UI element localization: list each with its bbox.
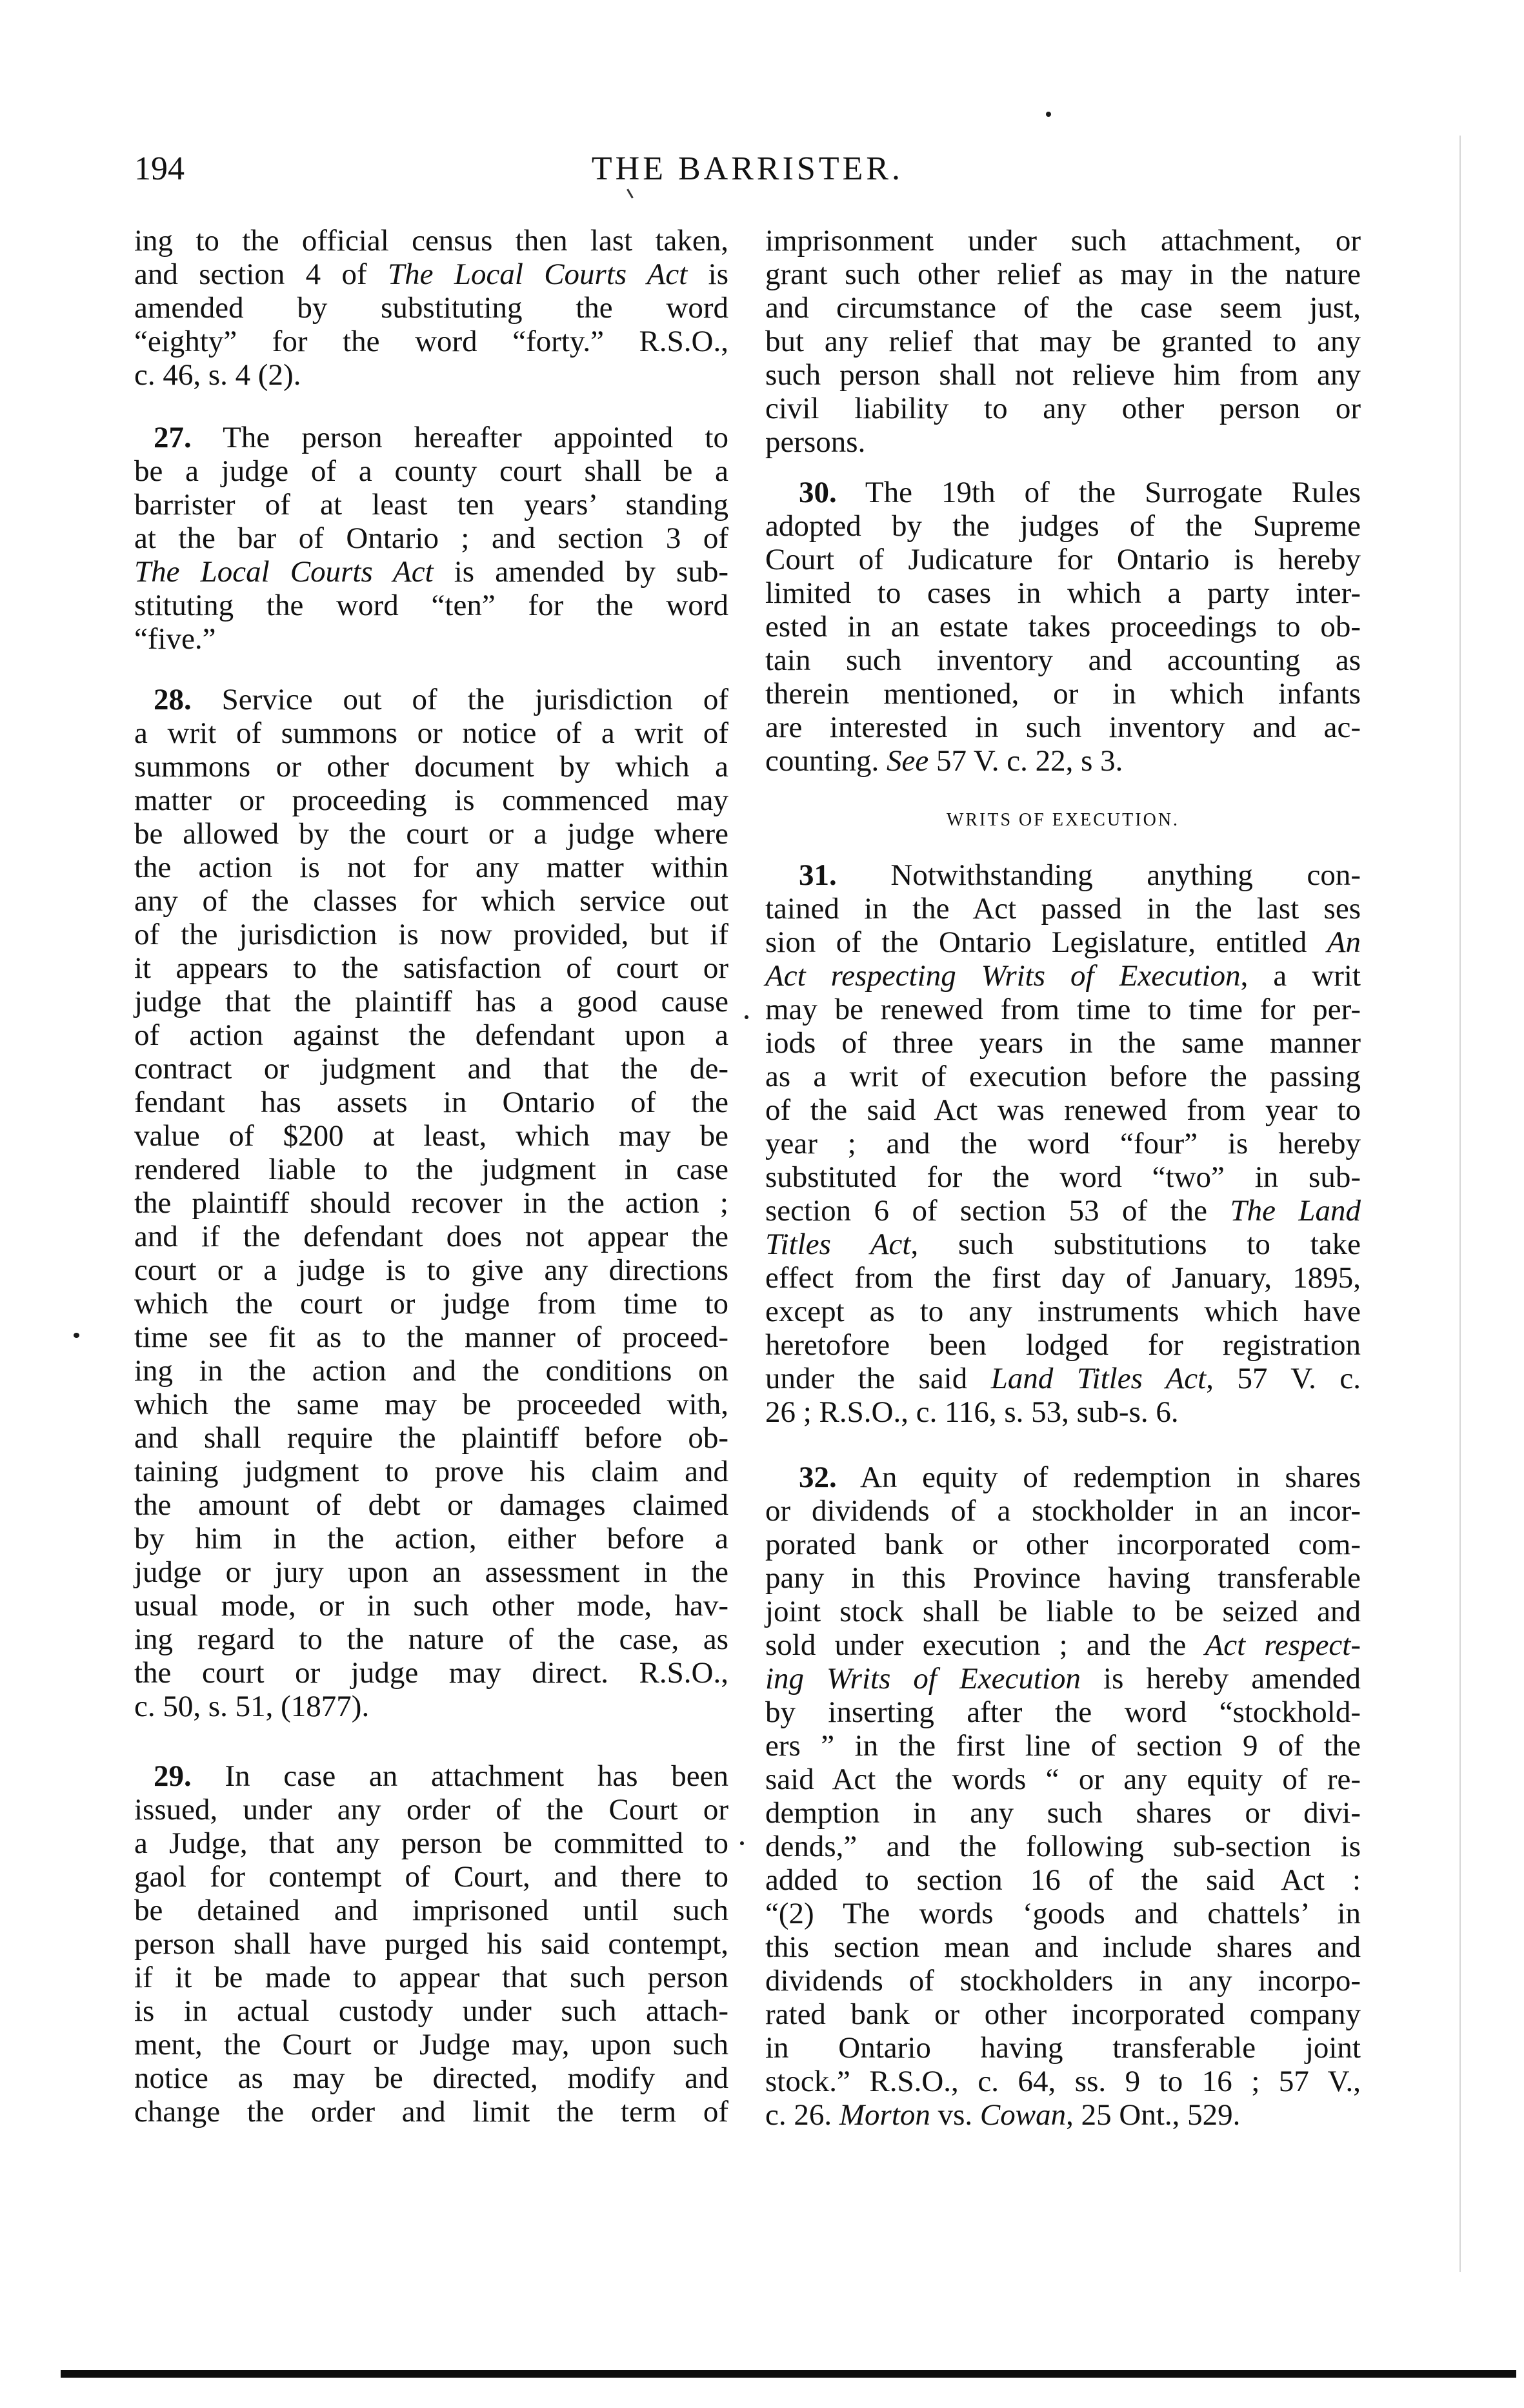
text-line: such person shall not relieve him from any [765,358,1361,392]
text-line: if it be made to appear that such person [134,1961,728,1994]
bottom-rule [61,2370,1516,2378]
text-line: ing in the action and the conditions on [134,1354,728,1388]
text-line [765,1628,1361,1662]
text-line: stituting the word “ten” for the word [134,589,728,622]
paragraph [134,421,728,656]
text-line: amended by substituting the word [134,291,728,325]
text-line [765,476,1361,509]
text-line: and shall require the plaintiff before ob- [134,1421,728,1455]
text-line: by him in the action, either before a [134,1522,728,1555]
text-line: barrister of at least ten years’ standing [134,488,728,521]
text-line: “eighty” for the word “forty.” R.S.O., [134,325,728,358]
text-line: but any relief that may be granted to any [765,325,1361,358]
text-line: c. 46, s. 4 (2). [134,358,301,392]
paragraph [765,224,1361,459]
italic-run: Morton [839,2098,930,2132]
text-line: this section mean and include shares and [765,1930,1361,1964]
text-line: year ; and the word “four” is hereby [765,1127,1361,1160]
text-run: section 6 of section 53 of the [765,1194,1230,1228]
text-line: ested in an estate takes proceedings to ob- [765,610,1361,643]
italic-run: An [1327,926,1361,959]
page-number: 194 [134,150,185,187]
text-line: of action against the defendant upon a [134,1018,728,1052]
text-line: of the jurisdiction is now provided, but if [134,918,728,951]
text-line: any of the classes for which service out [134,884,728,918]
section-number: 32. [799,1461,837,1494]
italic-run: Act respect- [1205,1628,1361,1662]
text-line: notice as may be directed, modify and [134,2061,728,2095]
paragraph [765,858,1361,1429]
text-line: except as to any instruments which have [765,1295,1361,1328]
text-line: effect from the first day of January, 1895, [765,1261,1361,1295]
text-line: court or a judge is to give any directions [134,1253,728,1287]
text-line: time see fit as to the manner of proceed- [134,1320,728,1354]
text-line: ment, the Court or Judge may, upon such [134,2028,728,2061]
text-line: stock.” R.S.O., c. 64, ss. 9 to 16 ; 57 V., [765,2065,1361,2098]
text-line [134,555,728,589]
text-line [765,1228,1361,1261]
scan-mark [627,188,634,198]
text-line: judge or jury upon an assessment in the [134,1555,728,1589]
text-line: issued, under any order of the Court or [134,1793,728,1826]
text-line: civil liability to any other person or [765,392,1361,425]
section-heading: WRITS OF EXECUTION. [946,810,1180,830]
italic-run: The Local Courts Act [387,258,688,291]
text-line: iods of three years in the same manner [765,1026,1361,1060]
italic-run: Act respecting Writs of Execution [765,959,1241,993]
text-line: porated bank or other incorporated com- [765,1528,1361,1561]
text-line: the plaintiff should recover in the action ; [134,1186,728,1220]
text-run: is hereby amended [1080,1662,1361,1695]
text-line: in Ontario having transferable joint [765,2031,1361,2065]
text-line: gaol for contempt of Court, and there to [134,1860,728,1894]
text-line: ing regard to the nature of the case, as [134,1623,728,1656]
text-line: heretofore been lodged for registration [765,1328,1361,1362]
text-run: and section 4 of [134,258,388,291]
text-line: be allowed by the court or a judge where [134,817,728,851]
text-line: added to section 16 of the said Act : [765,1863,1361,1897]
text-run: , such substitutions to take [910,1228,1361,1261]
text-run: 57 V. c. 22, s 3. [928,744,1123,778]
text-line: therein mentioned, or in which infants [765,677,1361,711]
text-line: “(2) The words ‘goods and chattels’ in [765,1897,1361,1930]
ink-speck [1046,112,1051,117]
text-line: c. 50, s. 51, (1877). [134,1690,370,1723]
text-run: The person hereafter appointed to [191,421,728,454]
text-line: value of $200 at least, which may be [134,1119,728,1153]
text-line: it appears to the satisfaction of court or [134,951,728,985]
text-line: tain such inventory and accounting as [765,643,1361,677]
section-number: 29. [154,1759,192,1793]
paragraph [134,224,728,392]
text-line: judge that the plaintiff has a good cause [134,985,728,1018]
text-line: ers ” in the first line of section 9 of the [765,1729,1361,1763]
text-line: are interested in such inventory and ac- [765,711,1361,744]
text-line: tained in the Act passed in the last ses [765,892,1361,926]
paragraph [765,476,1361,778]
text-line [134,683,728,716]
text-line [134,1759,728,1793]
text-line: of the said Act was renewed from year to [765,1093,1361,1127]
ink-speck [745,1015,748,1019]
text-line: fendant has assets in Ontario of the [134,1086,728,1119]
page-header [134,150,1361,188]
text-column-left [134,224,728,2129]
text-run: In case an attachment has been [191,1759,728,1793]
italic-run: The Local Courts Act [134,555,434,589]
text-line: said Act the words “ or any equity of re- [765,1763,1361,1796]
text-line: may be renewed from time to time for per- [765,993,1361,1026]
paragraph [134,1759,728,2129]
text-line: by inserting after the word “stockhold- [765,1695,1361,1729]
text-line [134,258,728,291]
text-line: a Judge, that any person be committed to [134,1826,728,1860]
text-run: , a writ [1240,959,1361,993]
text-line: taining judgment to prove his claim and [134,1455,728,1488]
text-run: sold under execution ; and the [765,1628,1205,1662]
text-line: substituted for the word “two” in sub- [765,1160,1361,1194]
italic-run: See [886,744,929,778]
text-line: or dividends of a stockholder in an incor- [765,1494,1361,1528]
text-line: is in actual custody under such attach- [134,1994,728,2028]
text-column-right [765,224,1361,2132]
text-line: which the same may be proceeded with, [134,1388,728,1421]
text-line: persons. [765,425,866,459]
text-line: and circumstance of the case seem just, [765,291,1361,325]
text-line [765,1461,1361,1494]
text-run: Notwithstanding anything con- [836,858,1361,892]
italic-run: ing Writs of Execution [765,1662,1081,1695]
text-line: rendered liable to the judgment in case [134,1153,728,1186]
text-line: as a writ of execution before the passing [765,1060,1361,1093]
text-run: The 19th of the Surrogate Rules [836,476,1361,509]
text-line: dividends of stockholders in any incorpo- [765,1964,1361,1998]
text-line [765,1662,1361,1695]
text-line: pany in this Province having transferable [765,1561,1361,1595]
text-run: is [687,258,728,291]
text-line: be a judge of a county court shall be a [134,454,728,488]
text-line: the amount of debt or damages claimed [134,1488,728,1522]
section-number: 27. [154,421,192,454]
section-number: 31. [799,858,837,892]
text-line: change the order and limit the term of [134,2095,728,2129]
text-line: person shall have purged his said contempt, [134,1927,728,1961]
running-title: THE BARRISTER. [591,150,904,187]
text-line: rated bank or other incorporated company [765,1998,1361,2031]
text-run: sion of the Ontario Legislature, entitled [765,926,1327,959]
text-line: demption in any such shares or divi- [765,1796,1361,1830]
text-line: a writ of summons or notice of a writ of [134,716,728,750]
italic-run: The Land [1230,1194,1361,1228]
text-run: , 25 Ont., 529. [1066,2098,1241,2132]
text-line: contract or judgment and that the de- [134,1052,728,1086]
text-line: “five.” [134,622,216,656]
text-line: ing to the official census then last taken, [134,224,728,258]
text-line: grant such other relief as may in the nature [765,258,1361,291]
text-line: joint stock shall be liable to be seized and [765,1595,1361,1628]
text-run: is amended by sub- [433,555,728,589]
paragraph [765,1461,1361,2132]
text-line: summons or other document by which a [134,750,728,784]
text-line [765,858,1361,892]
text-run: counting. [765,744,887,778]
text-line: dends,” and the following sub-section is [765,1830,1361,1863]
text-line: 26 ; R.S.O., c. 116, s. 53, sub-s. 6. [765,1395,1179,1429]
italic-run: Cowan [979,2098,1067,2132]
text-line [765,926,1361,959]
text-run: under the said [765,1362,991,1395]
text-line: adopted by the judges of the Supreme [765,509,1361,543]
text-line: the action is not for any matter within [134,851,728,884]
text-line: at the bar of Ontario ; and section 3 of [134,521,728,555]
text-line [134,421,728,454]
text-line [765,744,1361,778]
text-line: be detained and imprisoned until such [134,1894,728,1927]
text-line: Court of Judicature for Ontario is hereby [765,543,1361,576]
text-run: Service out of the jurisdiction of [191,683,728,716]
italic-run: Titles Act [765,1228,911,1261]
text-line: imprisonment under such attachment, or [765,224,1361,258]
ink-speck [740,1841,744,1845]
section-number: 30. [799,476,837,509]
text-line [765,959,1361,993]
page-edge-line [1459,136,1461,2272]
text-run: c. 26. [765,2098,839,2132]
ink-speck [74,1333,79,1338]
text-run: vs. [930,2098,980,2132]
text-line: usual mode, or in such other mode, hav- [134,1589,728,1623]
text-line: the court or judge may direct. R.S.O., [134,1656,728,1690]
text-line: limited to cases in which a party inter- [765,576,1361,610]
text-line [765,1194,1361,1228]
text-line [765,1362,1361,1395]
text-line: matter or proceeding is commenced may [134,784,728,817]
paragraph [134,683,728,1723]
text-run: An equity of redemption in shares [836,1461,1361,1494]
text-line: which the court or judge from time to [134,1287,728,1320]
text-line [765,2098,1361,2132]
text-line: and if the defendant does not appear the [134,1220,728,1253]
text-run: , 57 V. c. [1206,1362,1361,1395]
section-number: 28. [154,683,192,716]
italic-run: Land Titles Act [990,1362,1207,1395]
